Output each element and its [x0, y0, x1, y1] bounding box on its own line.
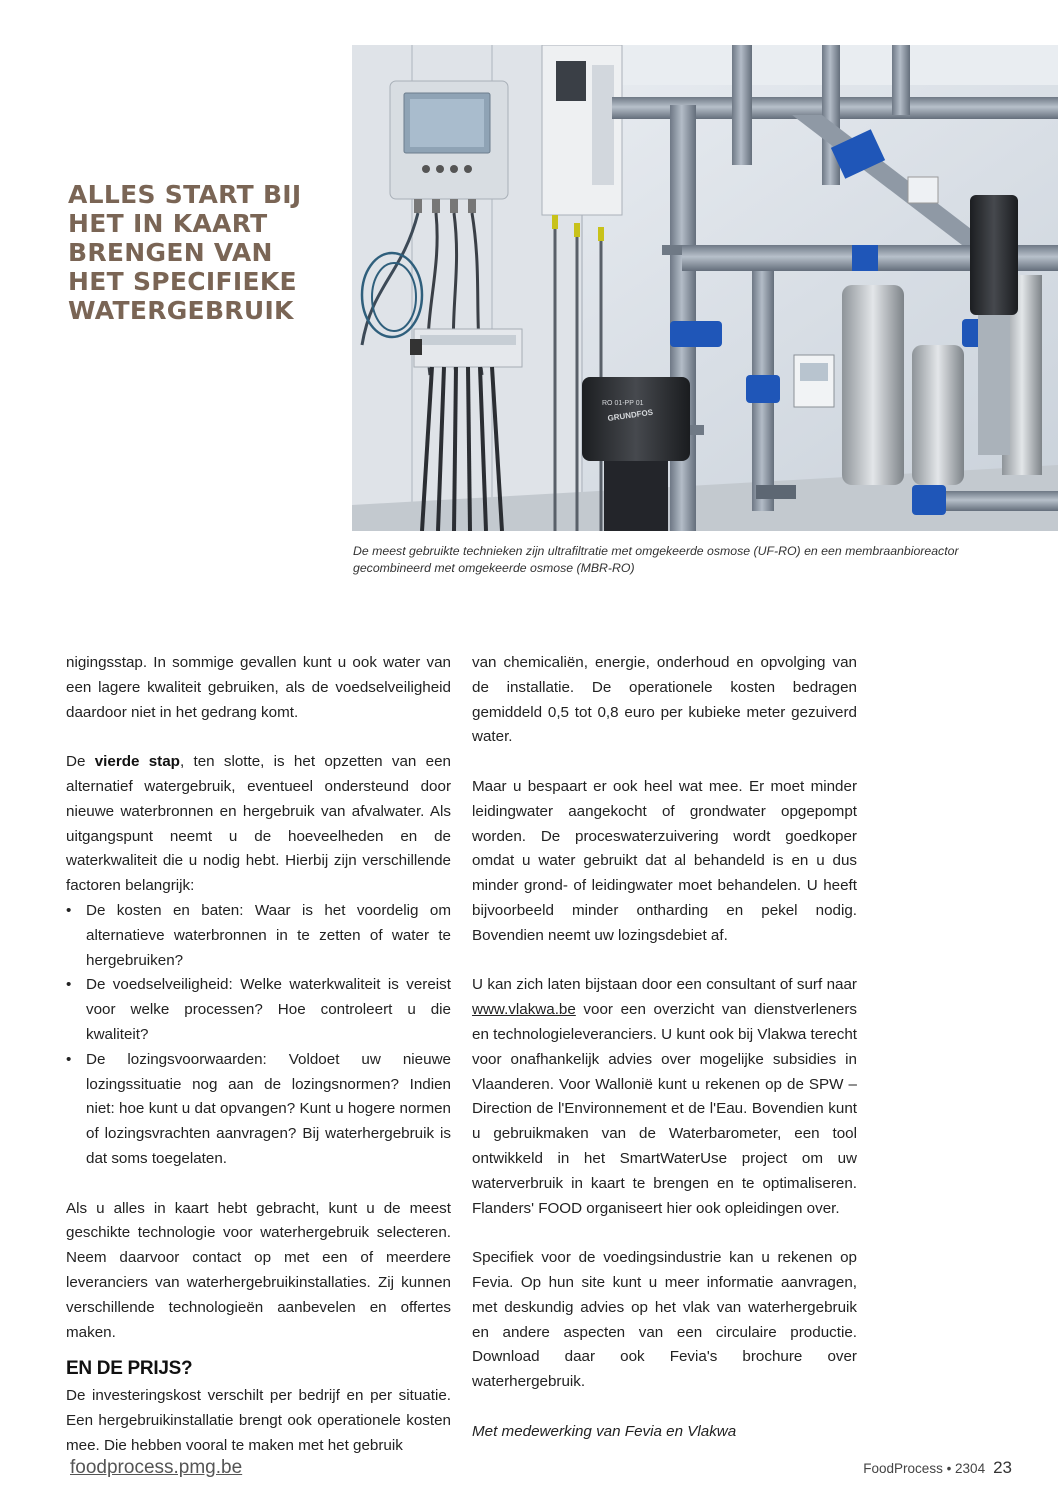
- credit-line: Met medewerking van Fevia en Vlakwa: [472, 1422, 737, 1440]
- paragraph: Als u alles in kaart hebt gebracht, kunt u de meest geschikte technologie voor waterhergebruik selecteren. Neem daarvoor contact op met een of meerdere leveranciers van waterhergebruikinstallaties. Zij kunnen verschillende technologieën aanbevelen en offertes maken.: [66, 1199, 451, 1341]
- photo-caption: [353, 543, 1013, 577]
- paragraph: van chemicaliën, energie, onderhoud en opvolging van de installatie. De operationele kosten bedragen gemiddeld 0,5 tot 0,8 euro per kubieke meter gezuiverd water.: [472, 654, 857, 746]
- article-column-right: [472, 651, 857, 1445]
- paragraph: [472, 973, 857, 1221]
- magazine-issue: FoodProcess • 2304: [863, 1461, 986, 1476]
- water-installation-photo: [352, 45, 1058, 531]
- paragraph-text: De: [66, 753, 95, 771]
- article-column-left: [66, 651, 451, 1459]
- pull-quote: [68, 180, 338, 325]
- pull-quote-line: HET SPECIFIEKE: [68, 267, 297, 296]
- list-item: [66, 1048, 451, 1172]
- paragraph: Maar u bespaart er ook heel wat mee. Er moet minder leidingwater aangekocht of grondwater opgepompt worden. De proceswaterzuivering wordt goedkoper omdat u water gebruikt dat al behandeld is en u dus minder grond- of leidingwater moet behandelen. U heeft bijvoorbeeld minder ontharding en pekel nodig. Bovendien neemt uw lozingsdebiet af.: [472, 777, 857, 944]
- pull-quote-line: ALLES START BIJ: [68, 180, 302, 209]
- photo-caption-line: De meest gebruikte technieken zijn ultrafiltratie met omgekeerde osmose (UF-RO) en een membraanbioreactor: [353, 544, 959, 558]
- pump-label: RO 01-PP 01: [602, 400, 644, 407]
- pull-quote-line: BRENGEN VAN: [68, 238, 273, 267]
- factor-list: [66, 899, 451, 1172]
- highlight-fourth-step: vierde stap: [94, 753, 180, 771]
- page-number: 23: [993, 1458, 1012, 1477]
- installation-illustration: [352, 45, 1058, 531]
- paragraph: nigingsstap. In sommige gevallen kunt u ook water van een lagere kwaliteit gebruiken, als de voedselveiligheid daardoor niet in het gedrang komt.: [66, 654, 451, 721]
- list-item-text: De voedselveiligheid: Welke waterkwaliteit is vereist voor welke processen? Hoe controleert u die kwaliteit?: [86, 976, 451, 1043]
- vlakwa-link[interactable]: www.vlakwa.be: [472, 1001, 576, 1019]
- pull-quote-line: WATERGEBRUIK: [68, 296, 294, 325]
- list-item: [66, 899, 451, 973]
- paragraph-text: , ten slotte, is het opzetten van een alternatief watergebruik, eventueel ondersteund door nieuwe waterbronnen en hergebruik van afvalwater. Als uitgangspunt neemt u de hoeveelheden en de waterkwaliteit die u nodig hebt. Hierbij zijn verschillende factoren belangrijk:: [66, 753, 451, 895]
- bullet-icon: •: [66, 1050, 72, 1068]
- folio: [863, 1458, 1012, 1478]
- paragraph: Specifiek voor de voedingsindustrie kan u rekenen op Fevia. Op hun site kunt u meer informatie aanvragen, met deskundig advies op het vlak van waterhergebruik en andere aspecten van een circulaire productie. Download daar ook Fevia's brochure over waterhergebruik.: [472, 1249, 857, 1391]
- pump-brand-label: GRUNDFOS: [607, 407, 654, 423]
- section-heading: EN DE PRIJS?: [66, 1358, 193, 1380]
- list-item: [66, 973, 451, 1047]
- photo-caption-line: gecombineerd met omgekeerde osmose (MBR-RO): [353, 561, 635, 575]
- website-link[interactable]: foodprocess.pmg.be: [70, 1457, 243, 1478]
- paragraph-text: voor een overzicht van dienstverleners en technologieleveranciers. U kunt ook bij Vlakwa terecht voor onafhankelijk advies over mogelijke subsidies in Vlaanderen. Voor Wallonië kunt u rekenen op de SPW – Direction de l'Environnement et de l'Eau. Bovendien kunt u gebruikmaken van de Waterbarometer, een tool ontwikkeld in het SmartWaterUse project om uw waterverbruik in kaart te brengen en te optimaliseren. Flanders' FOOD organiseert hier ook opleidingen over.: [472, 1001, 857, 1217]
- bullet-icon: •: [66, 901, 72, 919]
- paragraph: [66, 750, 451, 899]
- pull-quote-line: HET IN KAART: [68, 209, 268, 238]
- list-item-text: De lozingsvoorwaarden: Voldoet uw nieuwe lozingssituatie nog aan de lozingsnormen? Indien niet: hoe kunt u dat opvangen? Kunt u hogere normen of lozingsvrachten aanvragen? Bij waterhergebruik is dat soms toegelaten.: [86, 1050, 451, 1167]
- bullet-icon: •: [66, 976, 72, 994]
- list-item-text: De kosten en baten: Waar is het voordelig om alternatieve waterbronnen in te zetten of water te hergebruiken?: [86, 901, 451, 969]
- paragraph-text: U kan zich laten bijstaan door een consultant of surf naar: [472, 976, 857, 994]
- paragraph: De investeringskost verschilt per bedrijf en per situatie. Een hergebruikinstallatie brengt ook operationele kosten mee. Die hebben vooral te maken met het gebruik: [66, 1387, 451, 1454]
